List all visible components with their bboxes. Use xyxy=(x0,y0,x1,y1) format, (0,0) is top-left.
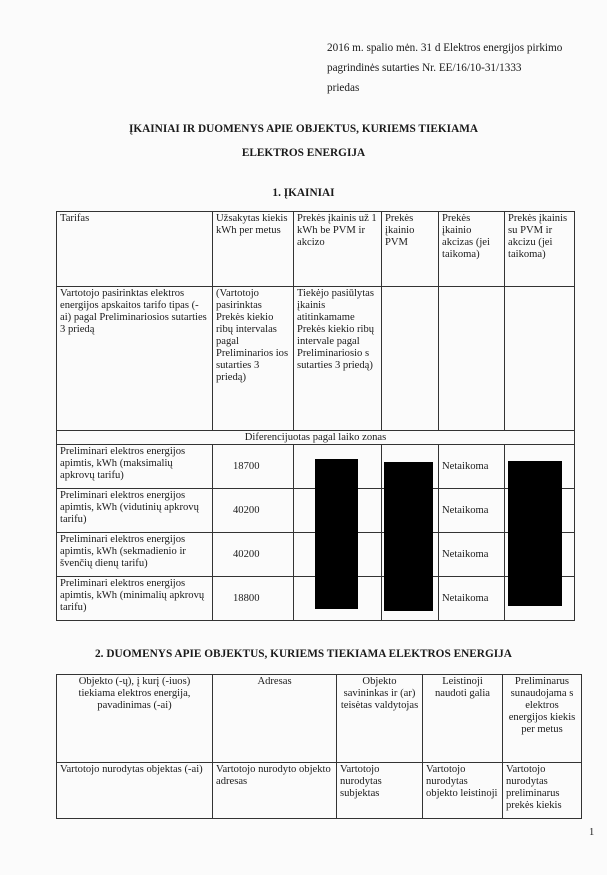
section-2-heading: 2. DUOMENYS APIE OBJEKTUS, KURIEMS TIEKIAMA ELEKTROS ENERGIJA xyxy=(95,648,512,660)
cell-chosen-akcizas xyxy=(439,287,505,431)
row-akcizas: Netaikoma xyxy=(439,533,505,577)
redaction-block xyxy=(508,461,562,606)
cell-adresas: Vartotojo nurodyto objekto adresas xyxy=(213,763,337,819)
row-label: Preliminari elektros energijos apimtis, kWh (sekmadienio ir švenčių dienų tarifu) xyxy=(57,533,213,577)
section-1-heading: 1. ĮKAINIAI xyxy=(272,187,335,199)
cell-chosen-kiekis: (Vartotojo pasirinktas Prekės kiekio ribų intervalas pagal Preliminarios ios sutarties 3 priedą) xyxy=(213,287,294,431)
document-title-line-2: ELEKTROS ENERGIJA xyxy=(241,147,366,159)
row-akcizas: Netaikoma xyxy=(439,445,505,489)
col-header-ikainis: Prekės įkainis už 1 kWh be PVM ir akcizo xyxy=(294,212,382,287)
header-line-1: 2016 m. spalio mėn. 31 d Elektros energijos pirkimo xyxy=(327,42,563,54)
redaction-block xyxy=(384,462,433,611)
page-number: 1 xyxy=(589,827,595,838)
row-label: Preliminari elektros energijos apimtis, kWh (minimalių apkrovų tarifu) xyxy=(57,577,213,621)
row-akcizas: Netaikoma xyxy=(439,489,505,533)
row-akcizas: Netaikoma xyxy=(439,577,505,621)
table-row-differentiated xyxy=(57,431,575,445)
cell-objektas: Vartotojo nurodytas objektas (-ai) xyxy=(57,763,213,819)
row-kiekis: 40200 xyxy=(213,489,294,533)
table-row-chosen-tariff xyxy=(57,287,575,431)
objects-table xyxy=(56,674,582,819)
redaction-block xyxy=(315,459,358,609)
document-title-line-1: ĮKAINIAI IR DUOMENYS APIE OBJEKTUS, KURIEMS TIEKIAMA xyxy=(128,123,479,135)
col-header-kiekis: Preliminarus sunaudojama s elektros energijos kiekis per metus xyxy=(503,675,582,763)
row-kiekis: 40200 xyxy=(213,533,294,577)
cell-chosen-ikainis: Tiekėjo pasiūlytas įkainis atitinkamame Prekės kiekio ribų intervale pagal Preliminariosio s sutarties 3 priedą) xyxy=(294,287,382,431)
differentiated-label: Diferencijuotas pagal laiko zonas xyxy=(57,431,575,445)
col-header-tarifas: Tarifas xyxy=(57,212,213,287)
cell-galia: Vartotojo nurodytas objekto leistinoji xyxy=(423,763,503,819)
cell-savininkas: Vartotojo nurodytas subjektas xyxy=(337,763,423,819)
header-line-2: pagrindinės sutarties Nr. EE/16/10-31/1333 xyxy=(327,62,522,74)
document-header xyxy=(327,38,597,98)
row-label: Preliminari elektros energijos apimtis, kWh (vidutinių apkrovų tarifu) xyxy=(57,489,213,533)
row-kiekis: 18700 xyxy=(213,445,294,489)
cell-kiekis: Vartotojo nurodytas preliminarus prekės kiekis xyxy=(503,763,582,819)
cell-chosen-su-pvm xyxy=(505,287,575,431)
prices-table-header-row xyxy=(57,212,575,287)
col-header-pvm: Prekės įkainio PVM xyxy=(382,212,439,287)
col-header-su-pvm: Prekės įkainis su PVM ir akcizu (jei taikoma) xyxy=(505,212,575,287)
objects-table-header-row xyxy=(57,675,582,763)
row-label: Preliminari elektros energijos apimtis, kWh (maksimalių apkrovų tarifu) xyxy=(57,445,213,489)
col-header-savininkas: Objekto savininkas ir (ar) teisėtas valdytojas xyxy=(337,675,423,763)
col-header-akcizas: Prekės įkainio akcizas (jei taikoma) xyxy=(439,212,505,287)
col-header-kiekis: Užsakytas kiekis kWh per metus xyxy=(213,212,294,287)
header-line-3: priedas xyxy=(327,82,360,94)
cell-chosen-tarifas: Vartotojo pasirinktas elektros energijos apskaitos tarifo tipas (-ai) pagal Preliminariosios sutarties 3 priedą xyxy=(57,287,213,431)
row-kiekis: 18800 xyxy=(213,577,294,621)
col-header-objektas: Objekto (-ų), į kurį (-iuos) tiekiama elektros energija, pavadinimas (-ai) xyxy=(57,675,213,763)
col-header-adresas: Adresas xyxy=(213,675,337,763)
table-row xyxy=(57,763,582,819)
cell-chosen-pvm xyxy=(382,287,439,431)
col-header-galia: Leistinoji naudoti galia xyxy=(423,675,503,763)
